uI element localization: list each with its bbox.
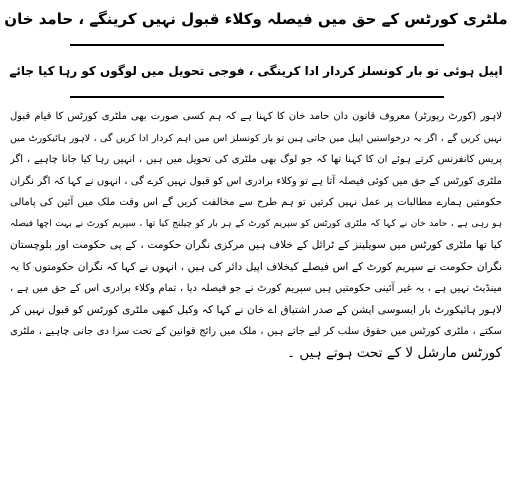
article-body-line: سکتے ، ملٹری کورٹس میں حقوق سلب کر لیے جاتے ہیں ، ملک میں رائج قوانین کے تحت سزا دی جانی چاہیے ، ملٹری [10, 326, 502, 337]
headline-divider-bottom [70, 96, 444, 98]
article-body-line: پریس کانفرنس کرتے ہوئے ان کا کہنا تھا کہ جو لوگ بھی ملٹری کی تحویل میں ہیں ، انہیں رہا کیا جانا چاہیے ، اگر [10, 154, 502, 165]
headline-main: ملٹری کورٹس کے حق میں فیصلہ وکلاء قبول نہیں کرینگے ، حامد خان [4, 10, 508, 28]
article-body-line: ملٹری کورٹس کے حق میں کوئی فیصلہ آتا ہے تو وکلاء برادری اس کو قبول نہیں کرے گی ، انہوں نے کہا کہ اگر نگران [10, 175, 502, 187]
article-body-line: ہو رہی ہے ، حامد خان نے کہا کہ ملٹری کورٹس کو سپریم کورٹ کے ہر بار کو چیلنج کیا تھا ، سپریم کورٹ نے بہت اچھا فیصلہ [10, 218, 502, 229]
article-body-line: حکومتیں ہمارے مطالبات پر عمل نہیں کرتیں تو ہم طرح سے مخالفت کریں گے اس وقت ملک میں آئین کی پامالی [10, 197, 502, 208]
article-body-line: کورٹس مارشل لا کے تحت ہوتے ہیں ۔ [287, 344, 502, 361]
headline-sub: اپیل ہوئی تو بار کونسلز کردار ادا کرینگی ، فوجی تحویل میں لوگوں کو رہا کیا جائے [9, 64, 503, 78]
headline-divider-top [70, 44, 444, 46]
article-body-line: مینڈیٹ نہیں ہے ، یہ غیر آئینی حکومتیں ہیں سپریم کورٹ نے جو فیصلہ دیا ، تمام وکلاء برادری اس کے حق میں ہے ، [10, 283, 502, 294]
article-body-line: نگران حکومت نے سپریم کورٹ کے اس فیصلے کیخلاف اپیل دائر کی ہیں ، انہوں نے کہا کہ نگران حکومتوں کا یہ [10, 260, 502, 273]
article-body-line: لاہور ہائیکورٹ بار ایسوسی ایشن کے صدر اشتیاق اے خان نے کہا کہ وکیل کبھی ملٹری کورٹس کو قبول نہیں کر [10, 303, 502, 316]
article-body-line: کیا تھا ملٹری کورٹس میں سویلینز کے ٹرائل کے خلاف ہیں مرکزی نگران حکومت ، کے پی حکومت اور بلوچستان [10, 239, 502, 251]
article-body-line: نہیں کریں گے ، اگر یہ درخواستیں اپیل میں جاتی ہیں تو بار کونسلز اس میں اہم کردار ادا کریں گی ، لاہور ہائیکورٹ میں [10, 132, 502, 144]
article-body-line: لاہور (کورٹ رپورٹر) معروف قانون دان حامد خان کا کہنا ہے کہ ہم کسی صورت بھی ملٹری کورٹس کا قیام قبول [10, 111, 502, 122]
article-body [10, 106, 502, 364]
